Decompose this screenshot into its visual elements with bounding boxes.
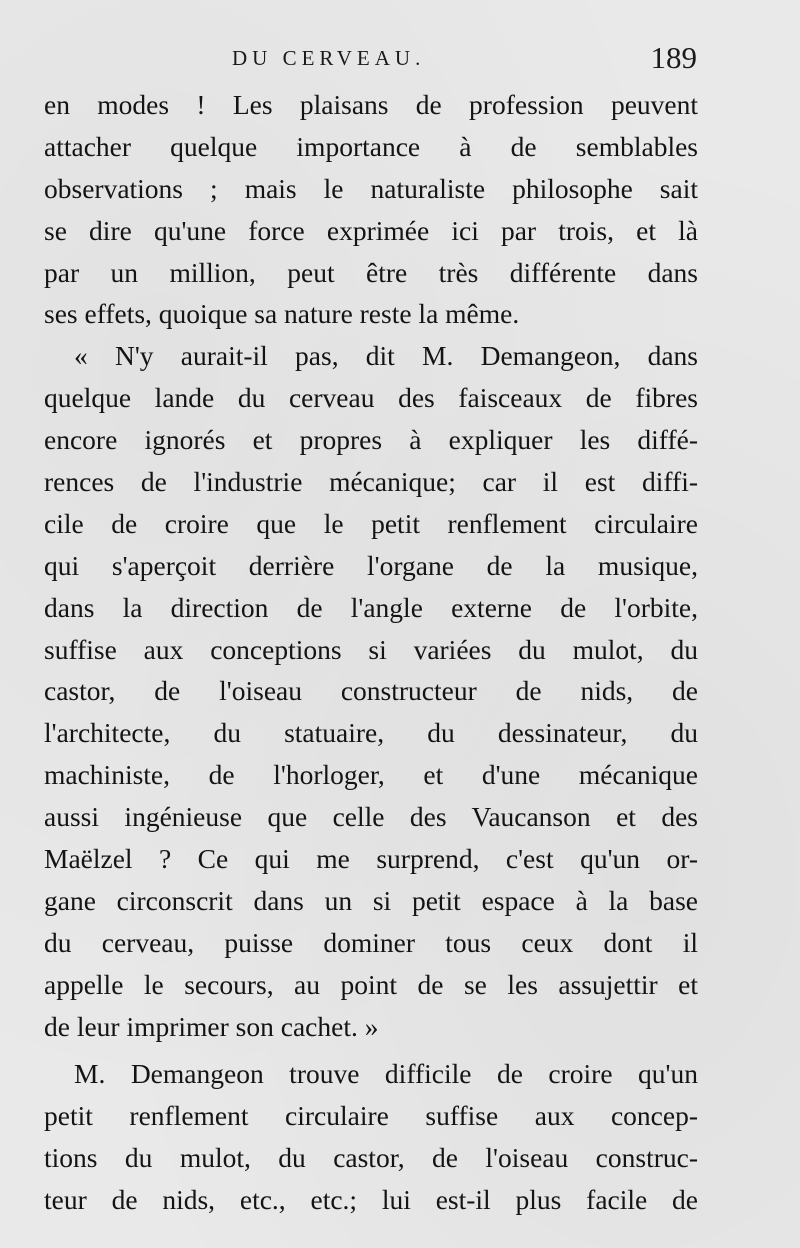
text-line: machiniste, de l'horloger, et d'une mécanique: [44, 759, 698, 791]
running-title: DU CERVEAU.: [232, 46, 426, 70]
text-line: dans la direction de l'angle externe de l'orbite,: [44, 591, 698, 623]
text-line: l'architecte, du statuaire, du dessinateur, du: [44, 717, 698, 749]
text-line: de leur imprimer son cachet. »: [44, 1010, 379, 1042]
text-line: par un million, peut être très différente dans: [44, 256, 698, 288]
text-line: aussi ingénieuse que celle des Vaucanson et des: [44, 801, 698, 833]
text-line: en modes ! Les plaisans de profession peuvent: [44, 89, 698, 120]
text-line: suffise aux conceptions si variées du mulot, du: [44, 633, 698, 665]
text-line: tions du mulot, du castor, de l'oiseau construc-: [44, 1142, 698, 1174]
text-line: M. Demangeon trouve difficile de croire qu'un: [74, 1058, 698, 1090]
text-line: teur de nids, etc., etc.; lui est-il plus facile de: [44, 1184, 698, 1216]
running-head: [0, 40, 800, 80]
text-line: se dire qu'une force exprimée ici par trois, et là: [44, 214, 698, 246]
text-line: « N'y aurait-il pas, dit M. Demangeon, dans: [74, 340, 698, 372]
text-line: Maëlzel ? Ce qui me surprend, c'est qu'un or-: [44, 843, 698, 875]
text-line: petit renflement circulaire suffise aux concep-: [44, 1100, 698, 1132]
text-line: quelque lande du cerveau des faisceaux de fibres: [44, 382, 698, 414]
text-line: castor, de l'oiseau constructeur de nids, de: [44, 675, 698, 707]
text-line: rences de l'industrie mécanique; car il est diffi-: [44, 466, 698, 498]
text-line: du cerveau, puisse dominer tous ceux dont il: [44, 926, 698, 958]
text-line: appelle le secours, au point de se les assujettir et: [44, 968, 698, 1000]
body-text: [44, 84, 698, 1221]
text-line: observations ; mais le naturaliste philosophe sait: [44, 172, 698, 204]
text-line: cile de croire que le petit renflement circulaire: [44, 507, 698, 539]
text-line: ses effets, quoique sa nature reste la même.: [44, 298, 520, 330]
text-line: gane circonscrit dans un si petit espace à la base: [44, 884, 698, 916]
page-number: 189: [650, 40, 697, 75]
text-line: encore ignorés et propres à expliquer les diffé-: [44, 424, 698, 456]
text-line: qui s'aperçoit derrière l'organe de la musique,: [44, 549, 698, 581]
text-line: attacher quelque importance à de semblables: [44, 130, 698, 162]
